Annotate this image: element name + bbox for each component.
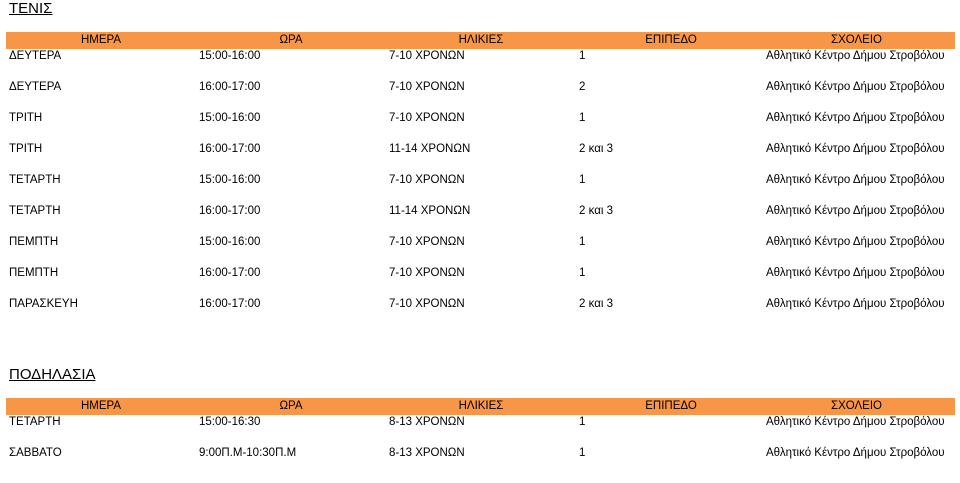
cell-time: 15:00-16:00 [199,50,261,62]
table-row [6,235,955,266]
table-row [6,173,955,204]
section-title-tennis: ΤΕΝΙΣ [9,0,53,17]
header-level: ΕΠΙΠΕΔΟ [576,32,766,49]
cell-day: ΔΕΥΤΕΡΑ [9,81,62,93]
cell-time: 16:00-17:00 [199,143,261,155]
cell-day: ΠΑΡΑΣΚΕΥΗ [9,298,78,310]
table-header-row [6,32,955,49]
cell-ages: 7-10 ΧΡΟΝΩΝ [389,50,465,62]
cell-day: ΣΑΒΒΑΤΟ [9,447,62,459]
header-day: ΗΜΕΡΑ [6,398,196,415]
cell-ages: 7-10 ΧΡΟΝΩΝ [389,267,465,279]
cell-ages: 11-14 ΧΡΟΝΩΝ [389,143,471,155]
cell-school: Αθλητικό Κέντρο Δήμου Στροβόλου [766,143,945,155]
cell-ages: 7-10 ΧΡΟΝΩΝ [389,81,465,93]
cell-time: 15:00-16:00 [199,236,261,248]
table-row [6,266,955,297]
cell-day: ΤΕΤΑΡΤΗ [9,205,61,217]
table-header-row [6,398,955,415]
cell-ages: 7-10 ΧΡΟΝΩΝ [389,298,465,310]
cell-time: 9:00Π.Μ-10:30Π.Μ [199,447,297,459]
cell-school: Αθλητικό Κέντρο Δήμου Στροβόλου [766,447,945,459]
table-row [6,204,955,235]
cell-school: Αθλητικό Κέντρο Δήμου Στροβόλου [766,50,945,62]
table-row [6,446,955,477]
tennis-schedule-table [6,32,955,328]
cell-level: 2 και 3 [579,143,613,155]
cell-level: 1 [579,174,586,186]
table-row [6,49,955,80]
cell-time: 15:00-16:00 [199,174,261,186]
cell-day: ΠΕΜΠΤΗ [9,267,59,279]
table-row [6,297,955,328]
cell-level: 1 [579,267,586,279]
cell-school: Αθλητικό Κέντρο Δήμου Στροβόλου [766,81,945,93]
cell-school: Αθλητικό Κέντρο Δήμου Στροβόλου [766,112,945,124]
section-title-cycling: ΠΟΔΗΛΑΣΙΑ [9,366,96,383]
cell-ages: 7-10 ΧΡΟΝΩΝ [389,112,465,124]
cell-day: ΤΡΙΤΗ [9,112,43,124]
cell-level: 1 [579,112,586,124]
cell-level: 1 [579,416,586,428]
cell-school: Αθλητικό Κέντρο Δήμου Στροβόλου [766,205,945,217]
cell-ages: 8-13 ΧΡΟΝΩΝ [389,416,465,428]
table-row [6,415,955,446]
cycling-schedule-table [6,398,955,477]
header-ages: ΗΛΙΚΙΕΣ [386,398,576,415]
cell-time: 15:00-16:30 [199,416,261,428]
table-row [6,111,955,142]
cell-school: Αθλητικό Κέντρο Δήμου Στροβόλου [766,298,945,310]
cell-school: Αθλητικό Κέντρο Δήμου Στροβόλου [766,174,945,186]
cell-time: 16:00-17:00 [199,267,261,279]
cell-school: Αθλητικό Κέντρο Δήμου Στροβόλου [766,267,945,279]
cell-ages: 7-10 ΧΡΟΝΩΝ [389,236,465,248]
table-row [6,142,955,173]
cell-time: 16:00-17:00 [199,81,261,93]
cell-level: 1 [579,50,586,62]
cell-level: 2 και 3 [579,298,613,310]
cell-level: 1 [579,236,586,248]
cell-school: Αθλητικό Κέντρο Δήμου Στροβόλου [766,416,945,428]
cell-time: 16:00-17:00 [199,298,261,310]
cell-day: ΤΕΤΑΡΤΗ [9,416,61,428]
cell-ages: 8-13 ΧΡΟΝΩΝ [389,447,465,459]
cell-ages: 7-10 ΧΡΟΝΩΝ [389,174,465,186]
header-school: ΣΧΟΛΕΙΟ [766,398,955,415]
header-school: ΣΧΟΛΕΙΟ [766,32,955,49]
cell-day: ΤΕΤΑΡΤΗ [9,174,61,186]
cell-ages: 11-14 ΧΡΟΝΩΝ [389,205,471,217]
cell-time: 16:00-17:00 [199,205,261,217]
cell-level: 1 [579,447,586,459]
cell-level: 2 [579,81,586,93]
cell-day: ΤΡΙΤΗ [9,143,43,155]
header-ages: ΗΛΙΚΙΕΣ [386,32,576,49]
table-row [6,80,955,111]
cell-day: ΠΕΜΠΤΗ [9,236,59,248]
header-level: ΕΠΙΠΕΔΟ [576,398,766,415]
header-time: ΩΡΑ [196,32,386,49]
cell-school: Αθλητικό Κέντρο Δήμου Στροβόλου [766,236,945,248]
header-time: ΩΡΑ [196,398,386,415]
header-day: ΗΜΕΡΑ [6,32,196,49]
cell-time: 15:00-16:00 [199,112,261,124]
cell-day: ΔΕΥΤΕΡΑ [9,50,62,62]
cell-level: 2 και 3 [579,205,613,217]
